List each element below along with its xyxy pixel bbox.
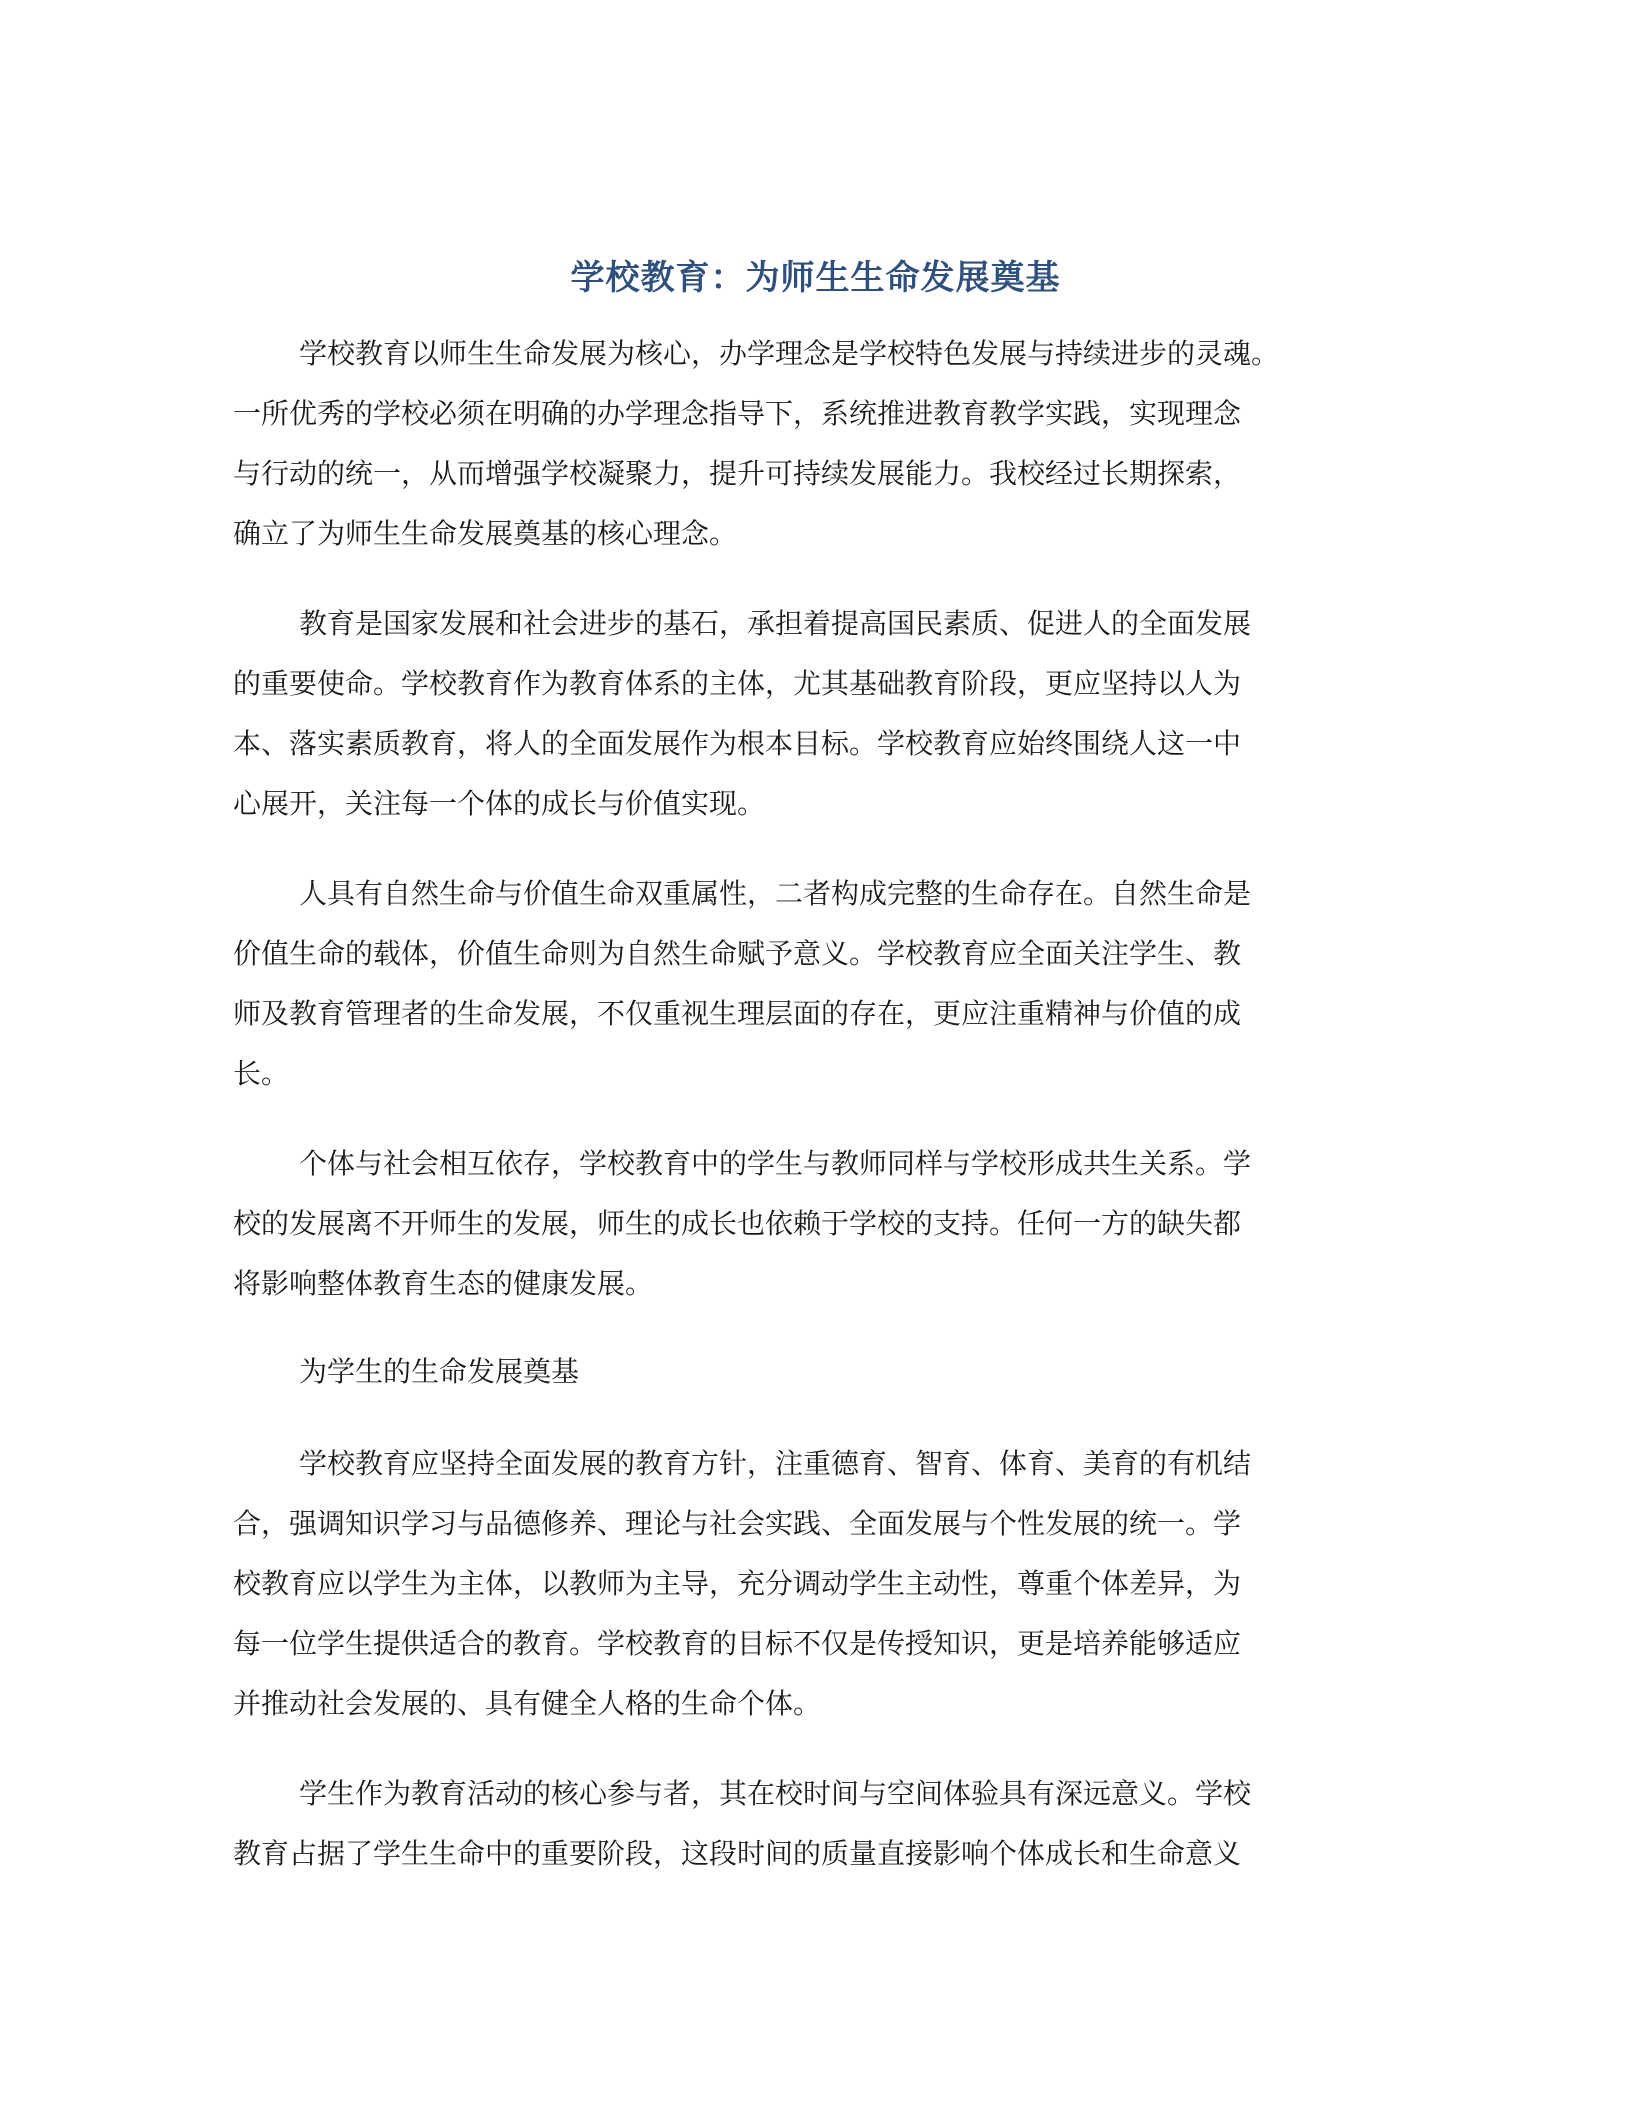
paragraph-line: 本、落实素质教育，将人的全面发展作为根本目标。学校教育应始终围绕人这一中 [233,727,1242,760]
paragraph-intro [233,324,1383,564]
paragraph-line: 学校教育应坚持全面发展的教育方针，注重德育、智育、体育、美育的有机结 [299,1447,1252,1480]
paragraph-dual-life [233,864,1383,1104]
paragraph-line: 合，强调知识学习与品德修养、理论与社会实践、全面发展与个性发展的统一。学 [233,1507,1242,1540]
paragraph-line: 校教育应以学生为主体，以教师为主导，充分调动学生主动性，尊重个体差异，为 [233,1567,1242,1600]
paragraph-line: 师及教育管理者的生命发展，不仅重视生理层面的存在，更应注重精神与价值的成 [233,997,1242,1030]
paragraph-line: 学生作为教育活动的核心参与者，其在校时间与空间体验具有深远意义。学校 [299,1777,1252,1810]
paragraph-line: 教育是国家发展和社会进步的基石，承担着提高国民素质、促进人的全面发展 [299,607,1252,640]
paragraph-line: 的重要使命。学校教育作为教育体系的主体，尤其基础教育阶段，更应坚持以人为 [233,667,1242,700]
paragraph-education-foundation [233,594,1383,834]
section-heading-students [233,1342,1383,1402]
paragraph-line: 一所优秀的学校必须在明确的办学理念指导下，系统推进教育教学实践，实现理念 [233,397,1242,430]
paragraph-line: 校的发展离不开师生的发展，师生的成长也依赖于学校的支持。任何一方的缺失都 [233,1207,1242,1240]
paragraph-student-participants [233,1764,1383,1884]
paragraph-line: 将影响整体教育生态的健康发展。 [233,1267,654,1300]
paragraph-line: 与行动的统一，从而增强学校凝聚力，提升可持续发展能力。我校经过长期探索， [233,457,1242,490]
paragraph-line: 并推动社会发展的、具有健全人格的生命个体。 [233,1687,822,1720]
paragraph-line: 价值生命的载体，价值生命则为自然生命赋予意义。学校教育应全面关注学生、教 [233,937,1242,970]
paragraph-symbiosis [233,1134,1383,1314]
document-title: 学校教育：为师生生命发展奠基 [570,258,1061,298]
paragraph-line: 个体与社会相互依存，学校教育中的学生与教师同样与学校形成共生关系。学 [299,1147,1252,1180]
paragraph-line: 确立了为师生生命发展奠基的核心理念。 [233,517,738,550]
paragraph-line: 人具有自然生命与价值生命双重属性，二者构成完整的生命存在。自然生命是 [299,877,1252,910]
paragraph-line: 每一位学生提供适合的教育。学校教育的目标不仅是传授知识，更是培养能够适应 [233,1627,1242,1660]
section-heading-text: 为学生的生命发展奠基 [299,1355,580,1388]
paragraph-line: 长。 [233,1057,290,1090]
paragraph-line: 心展开，关注每一个体的成长与价值实现。 [233,787,766,820]
paragraph-line: 教育占据了学生生命中的重要阶段，这段时间的质量直接影响个体成长和生命意义 [233,1837,1242,1870]
paragraph-all-round-development [233,1434,1383,1734]
paragraph-line: 学校教育以师生生命发展为核心，办学理念是学校特色发展与持续进步的灵魂。 [299,337,1280,370]
